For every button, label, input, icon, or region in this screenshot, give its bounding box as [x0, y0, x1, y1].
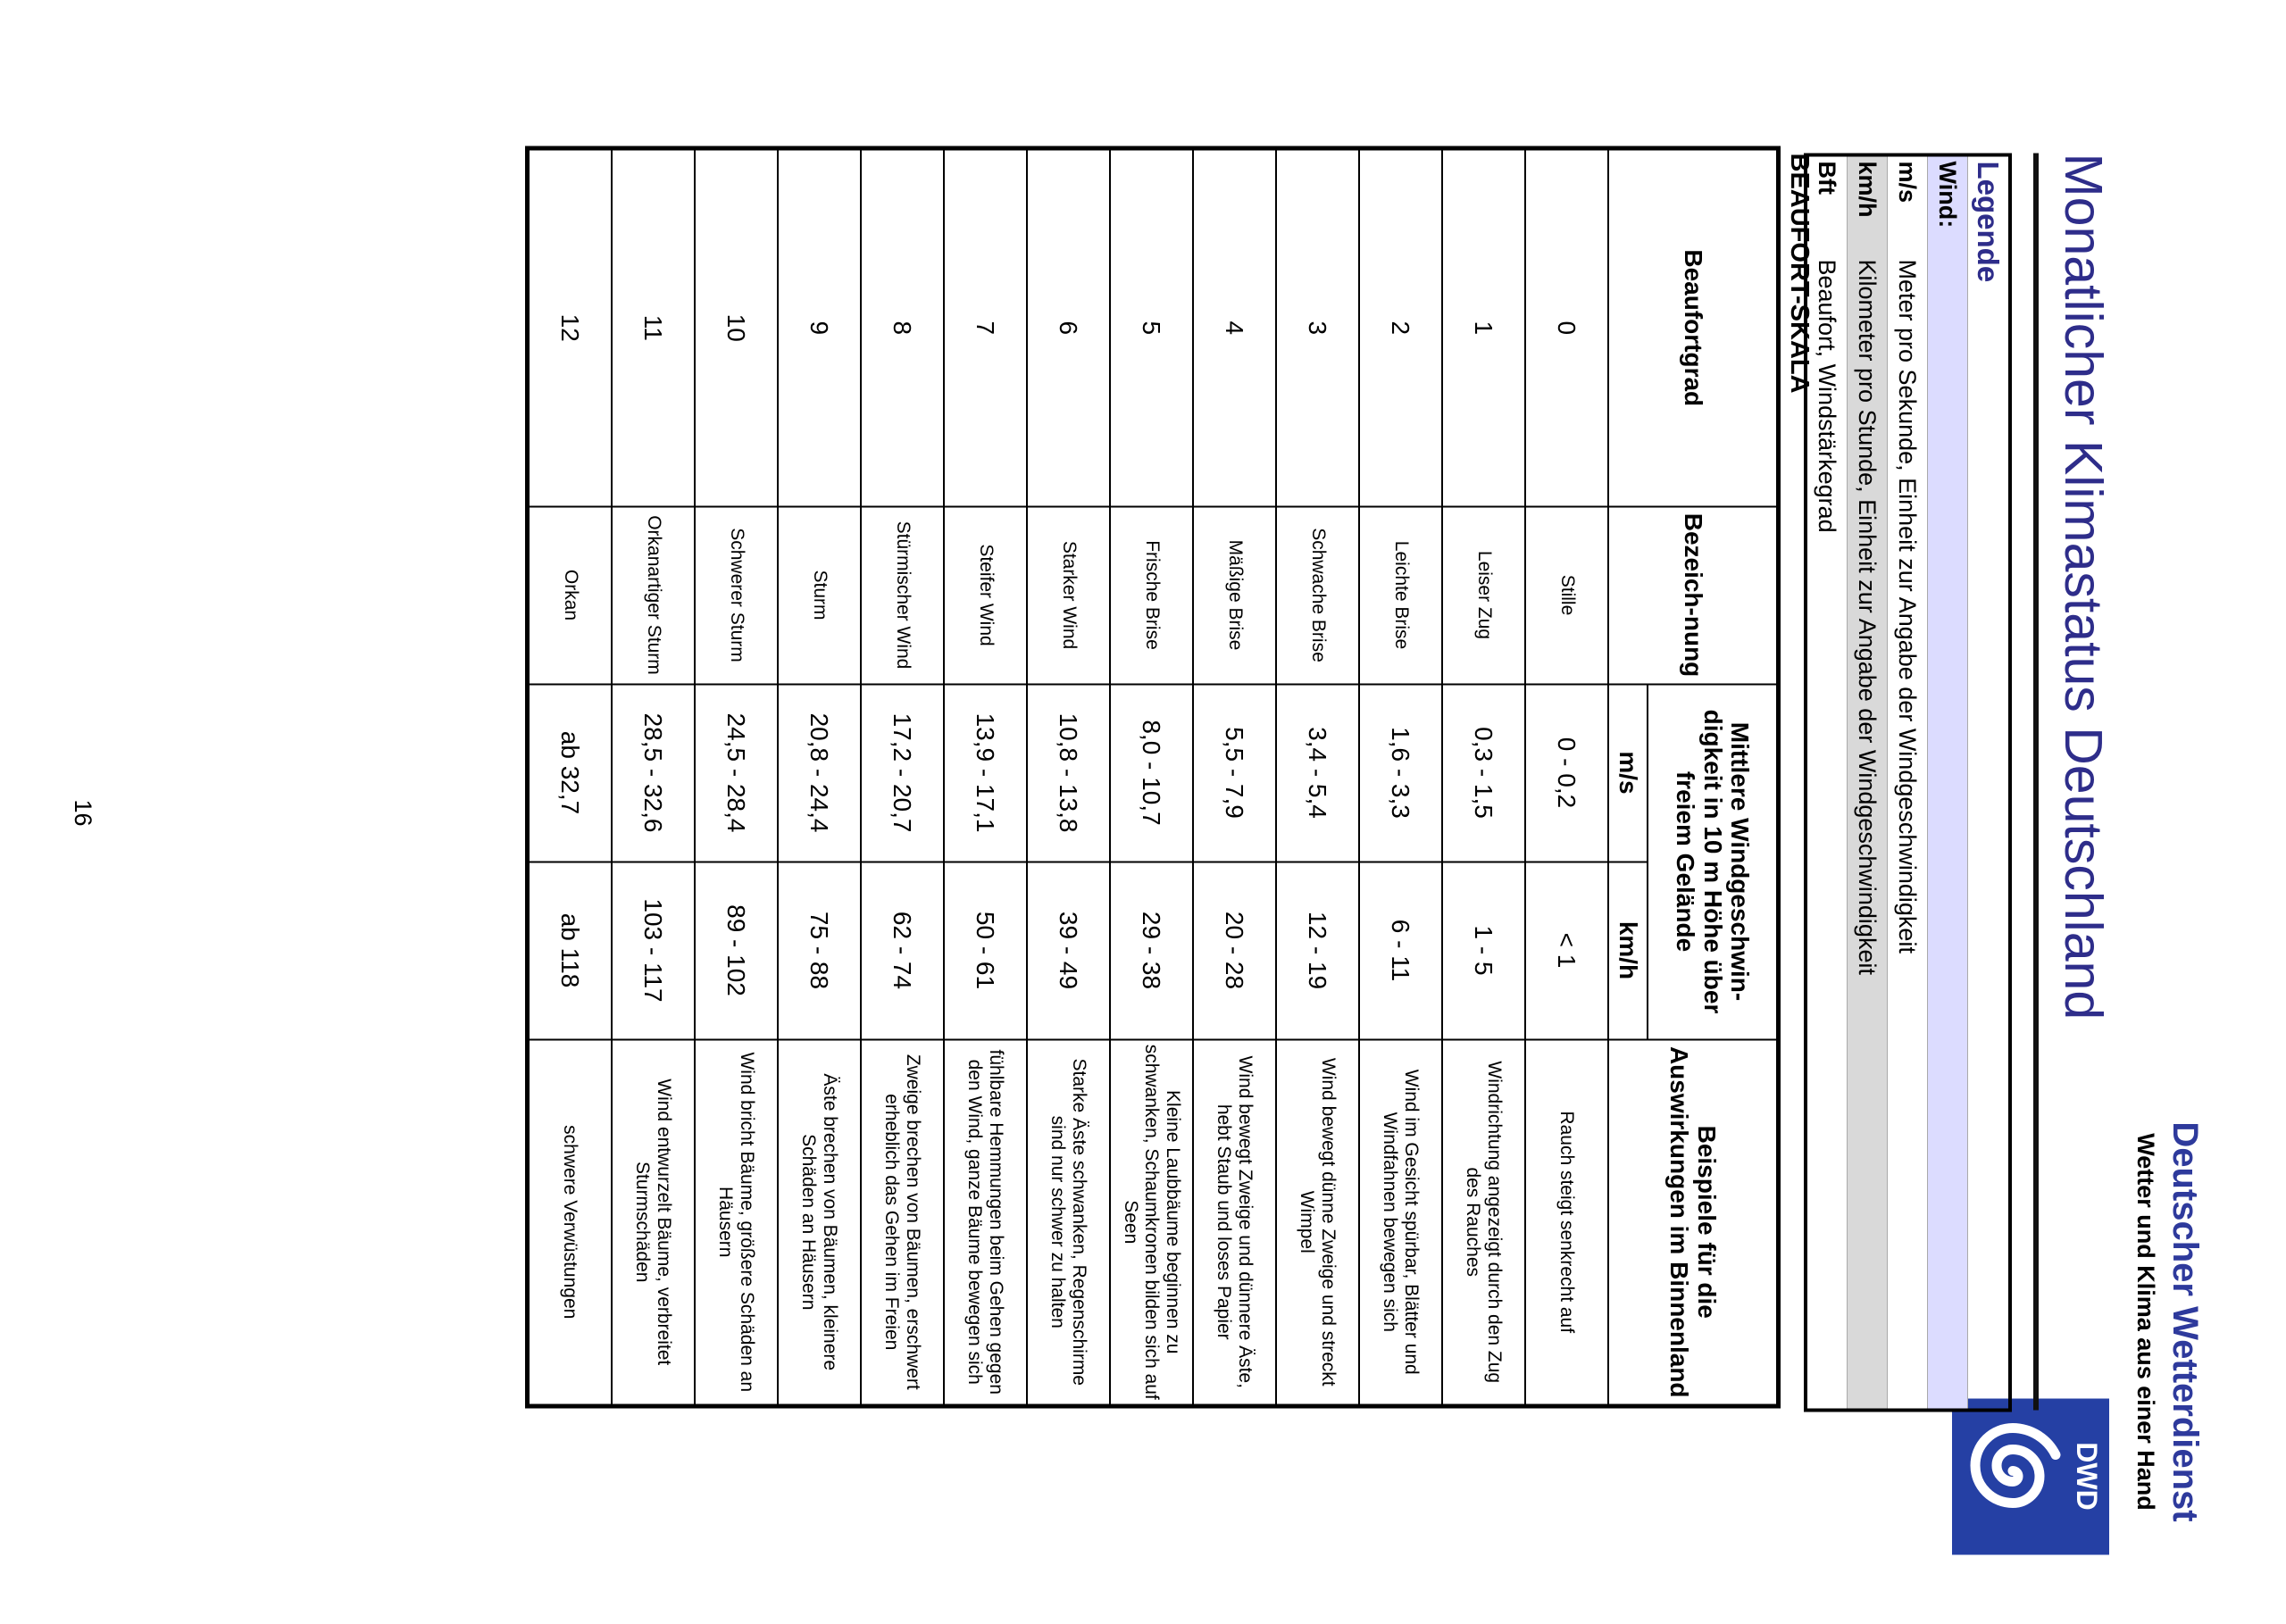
cell-grade: 5	[1110, 148, 1193, 506]
cell-grade: 3	[1276, 148, 1359, 506]
table-row	[1193, 148, 1276, 1406]
page-number: 16	[70, 798, 96, 827]
header-unit-kmh: km/h	[1608, 862, 1648, 1039]
cell-name: Stille	[1525, 506, 1608, 684]
cell-ms: 28,5 - 32,6	[612, 684, 695, 862]
cell-effect: Kleine Laubbäume beginnen zu schwanken, Schaumkronen bilden sich auf Seen	[1110, 1039, 1193, 1406]
cell-effect: Zweige brechen von Bäumen, erschwert erheblich das Gehen im Freien	[861, 1039, 944, 1406]
header-name: Bezeich-nung	[1608, 506, 1779, 684]
cell-effect: Wind im Gesicht spürbar, Blätter und Windfahnen bewegen sich	[1359, 1039, 1442, 1406]
cell-name: Schwerer Sturm	[695, 506, 778, 684]
table-row	[612, 148, 695, 1406]
legend-desc: Beaufort, Windstärkegrad	[1814, 259, 1840, 533]
table-row	[1027, 148, 1110, 1406]
cell-effect: fühlbare Hemmungen beim Gehen gegen den Wind, ganze Bäume bewegen sich	[944, 1039, 1027, 1406]
table-row	[944, 148, 1027, 1406]
cell-kmh: 6 - 11	[1359, 862, 1442, 1039]
cell-name: Leiser Zug	[1442, 506, 1525, 684]
legend-abbr: Bft	[1814, 161, 1840, 195]
table-row	[1442, 148, 1525, 1406]
cell-ms: 17,2 - 20,7	[861, 684, 944, 862]
cell-kmh: 20 - 28	[1193, 862, 1276, 1039]
header-speed: Mittlere Windgeschwin-digkeit in 10 m Höhe über freiem Gelände	[1648, 684, 1779, 1039]
cell-ms: 10,8 - 13,8	[1027, 684, 1110, 862]
cell-kmh: 89 - 102	[695, 862, 778, 1039]
legend-box	[1804, 153, 2012, 1412]
cell-grade: 6	[1027, 148, 1110, 506]
table-row	[778, 148, 861, 1406]
cell-name: Leichte Brise	[1359, 506, 1442, 684]
cell-name: Orkan	[528, 506, 613, 684]
legend-row-ms	[1888, 156, 1928, 1408]
logo-text: DWD	[2071, 1441, 2103, 1511]
header-effects: Beispiele für die Auswirkungen im Binnenland	[1608, 1039, 1779, 1406]
cell-grade: 0	[1525, 148, 1608, 506]
table-row	[695, 148, 778, 1406]
legend-title: Legende	[1972, 161, 2005, 282]
cell-kmh: ab 118	[528, 862, 613, 1039]
table-row	[1359, 148, 1442, 1406]
legend-section-label: Wind:	[1934, 161, 1961, 228]
cell-kmh: 103 - 117	[612, 862, 695, 1039]
brand-slogan: Wetter und Klima aus einer Hand	[2132, 1132, 2159, 1511]
cell-kmh: 12 - 19	[1276, 862, 1359, 1039]
cell-effect: Starke Äste schwanken, Regenschirme sind nur schwer zu halten	[1027, 1039, 1110, 1406]
cell-name: Stürmischer Wind	[861, 506, 944, 684]
legend-desc: Meter pro Sekunde, Einheit zur Angabe der Windgeschwindigkeit	[1894, 259, 1921, 954]
cell-grade: 8	[861, 148, 944, 506]
legend-row-kmh	[1848, 156, 1888, 1408]
legend-desc: Kilometer pro Stunde, Einheit zur Angabe der Windgeschwindigkeit	[1854, 259, 1881, 975]
legend-section	[1928, 156, 1968, 1408]
cell-kmh: 39 - 49	[1027, 862, 1110, 1039]
cell-ms: 1,6 - 3,3	[1359, 684, 1442, 862]
beaufort-table	[525, 146, 1781, 1408]
cell-name: Schwache Brise	[1276, 506, 1359, 684]
cell-kmh: 62 - 74	[861, 862, 944, 1039]
beaufort-table-wrap	[525, 146, 1781, 1408]
cell-name: Steifer Wind	[944, 506, 1027, 684]
cell-effect: Windrichtung angezeigt durch den Zug des Rauches	[1442, 1039, 1525, 1406]
cell-effect: Wind bewegt Zweige und dünnere Äste, hebt Staub und loses Papier	[1193, 1039, 1276, 1406]
cell-name: Orkanartiger Sturm	[612, 506, 695, 684]
legend-abbr: m/s	[1894, 161, 1921, 203]
cell-kmh: 50 - 61	[944, 862, 1027, 1039]
page-title: Monatlicher Klimastatus Deutschland	[2054, 153, 2113, 1020]
cell-ms: 8,0 - 10,7	[1110, 684, 1193, 862]
cell-effect: Wind entwurzelt Bäume, verbreitet Sturmschäden	[612, 1039, 695, 1406]
cell-name: Mäßige Brise	[1193, 506, 1276, 684]
cell-ms: 3,4 - 5,4	[1276, 684, 1359, 862]
cell-ms: 0,3 - 1,5	[1442, 684, 1525, 862]
table-row	[861, 148, 944, 1406]
table-row	[1110, 148, 1193, 1406]
cell-grade: 4	[1193, 148, 1276, 506]
cell-name: Sturm	[778, 506, 861, 684]
cell-name: Frische Brise	[1110, 506, 1193, 684]
cell-grade: 7	[944, 148, 1027, 506]
cell-kmh: < 1	[1525, 862, 1608, 1039]
cell-effect: Wind bricht Bäume, größere Schäden an Häusern	[695, 1039, 778, 1406]
table-row	[1525, 148, 1608, 1406]
cell-grade: 2	[1359, 148, 1442, 506]
cell-grade: 1	[1442, 148, 1525, 506]
cell-effect: schwere Verwüstungen	[528, 1039, 613, 1406]
title-divider	[2033, 153, 2039, 1410]
cell-ms: 5,5 - 7,9	[1193, 684, 1276, 862]
cell-effect: Äste brechen von Bäumen, kleinere Schäden an Häusern	[778, 1039, 861, 1406]
table-row	[1276, 148, 1359, 1406]
cell-kmh: 75 - 88	[778, 862, 861, 1039]
cell-grade: 11	[612, 148, 695, 506]
cell-kmh: 1 - 5	[1442, 862, 1525, 1039]
cell-effect: Rauch steigt senkrecht auf	[1525, 1039, 1608, 1406]
cell-ms: ab 32,7	[528, 684, 613, 862]
header-grade: Beaufortgrad	[1608, 148, 1779, 506]
cell-ms: 0 - 0,2	[1525, 684, 1608, 862]
dwd-logo-icon	[1952, 1398, 2109, 1554]
cell-ms: 24,5 - 28,4	[695, 684, 778, 862]
cell-grade: 10	[695, 148, 778, 506]
cell-name: Starker Wind	[1027, 506, 1110, 684]
brand-name: Deutscher Wetterdienst	[2165, 1120, 2205, 1522]
cell-grade: 9	[778, 148, 861, 506]
cell-effect: Wind bewegt dünne Zweige und streckt Wimpel	[1276, 1039, 1359, 1406]
cell-kmh: 29 - 38	[1110, 862, 1193, 1039]
cell-ms: 13,9 - 17,1	[944, 684, 1027, 862]
cell-grade: 12	[528, 148, 613, 506]
beaufort-heading: BEAUFORT-SKALA	[1785, 153, 1814, 394]
legend-abbr: km/h	[1854, 161, 1881, 218]
table-row	[528, 148, 613, 1406]
header-unit-ms: m/s	[1608, 684, 1648, 862]
cell-ms: 20,8 - 24,4	[778, 684, 861, 862]
